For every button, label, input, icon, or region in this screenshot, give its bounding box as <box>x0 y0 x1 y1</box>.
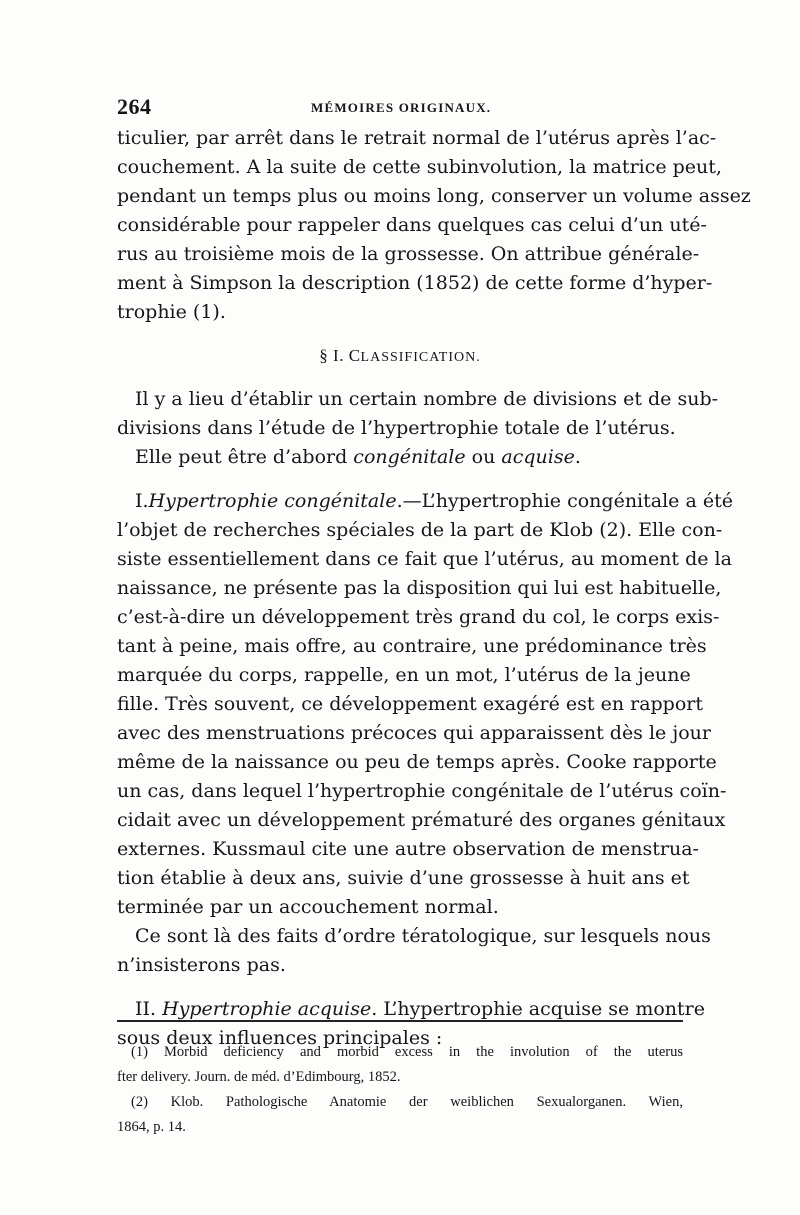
paragraph-gap <box>117 472 683 487</box>
text-line: ticulier, par arrêt dans le retrait normal de l’utérus après l’ac- <box>117 127 717 149</box>
text-run: ou <box>465 446 502 468</box>
text-line: un cas, dans lequel l’hypertrophie congénitale de l’utérus coïn- <box>117 780 727 802</box>
footnote-line: (1) Morbid deficiency and morbid excess in the involution of the uterus <box>131 1044 683 1060</box>
text-line: cidait avec un développement prématuré des organes génitaux <box>117 809 726 831</box>
subsection-number: I. <box>135 490 149 512</box>
text-line: naissance, ne présente pas la disposition qui lui est habituelle, <box>117 577 722 599</box>
text-line: sous deux influences principales : <box>117 1027 443 1049</box>
text-line: siste essentiellement dans ce fait que l’utérus, au moment de la <box>117 548 732 570</box>
footnote-line: fter delivery. Journ. de méd. d’Edimbourg, 1852. <box>117 1069 401 1085</box>
main-text <box>117 124 751 1053</box>
text-line: marquée du corps, rappelle, en un mot, l’utérus de la jeune <box>117 664 691 686</box>
text-line: fille. Très souvent, ce développement exagéré est en rapport <box>117 693 704 715</box>
text-line: considérable pour rappeler dans quelques cas celui d’un uté- <box>117 214 707 236</box>
text-line: Il y a lieu d’établir un certain nombre de divisions et de sub- <box>135 388 719 410</box>
italic-term: acquise <box>501 446 575 468</box>
text-line: rus au troisième mois de la grossesse. On attribue générale- <box>117 243 700 265</box>
paragraph-gap <box>117 980 683 995</box>
text-run: . <box>574 446 581 468</box>
footnotes <box>117 1040 683 1140</box>
page-header <box>117 94 683 124</box>
text-line: couchement. A la suite de cette subinvolution, la matrice peut, <box>117 156 722 178</box>
subsection-title: Hypertrophie congénitale <box>148 490 397 512</box>
text-line: externes. Kussmaul cite une autre observation de menstrua- <box>117 838 699 860</box>
text-line: tant à peine, mais offre, au contraire, une prédominance très <box>117 635 707 657</box>
text-line <box>117 487 733 516</box>
text-line: même de la naissance ou peu de temps après. Cooke rapporte <box>117 751 717 773</box>
section-heading-prefix: § I. C <box>319 346 361 365</box>
text-line: l’objet de recherches spéciales de la part de Klob (2). Elle con- <box>117 519 723 541</box>
italic-term: congénitale <box>353 446 466 468</box>
section-heading <box>117 327 683 385</box>
text-line: ment à Simpson la description (1852) de cette forme d’hyper- <box>117 272 713 294</box>
footnote-line: 1864, p. 14. <box>117 1119 186 1135</box>
text-line: terminée par un accouchement normal. <box>117 896 499 918</box>
section-heading-smallcaps: LASSIFICATION. <box>360 350 481 365</box>
subsection-number: II. <box>135 998 163 1020</box>
running-head: MÉMOIRES ORIGINAUX. <box>311 100 492 115</box>
text-line: trophie (1). <box>117 301 226 323</box>
footnote-rule <box>117 1020 683 1022</box>
text-line: divisions dans l’étude de l’hypertrophie totale de l’utérus. <box>117 417 676 439</box>
subsection-title: Hypertrophie acquise <box>162 998 372 1020</box>
text-line: c’est-à-dire un développement très grand du col, le corps exis- <box>117 606 720 628</box>
footnote-line: (2) Klob. Pathologische Anatomie der weiblichen Sexualorganen. Wien, <box>131 1094 683 1110</box>
text-run: Elle peut être d’abord <box>135 446 354 468</box>
text-run: . L’hypertrophie acquise se montre <box>371 998 705 1020</box>
text-line: avec des menstruations précoces qui apparaissent dès le jour <box>117 722 711 744</box>
text-line: Ce sont là des faits d’ordre tératologique, sur lesquels nous <box>135 925 711 947</box>
text-line: tion établie à deux ans, suivie d’une grossesse à huit ans et <box>117 867 690 889</box>
text-line: n’insisterons pas. <box>117 954 286 976</box>
page-number: 264 <box>117 94 152 119</box>
text-line: pendant un temps plus ou moins long, conserver un volume assez <box>117 185 751 207</box>
text-line <box>117 443 683 472</box>
text-run: .—L’hypertrophie congénitale a été <box>396 490 733 512</box>
